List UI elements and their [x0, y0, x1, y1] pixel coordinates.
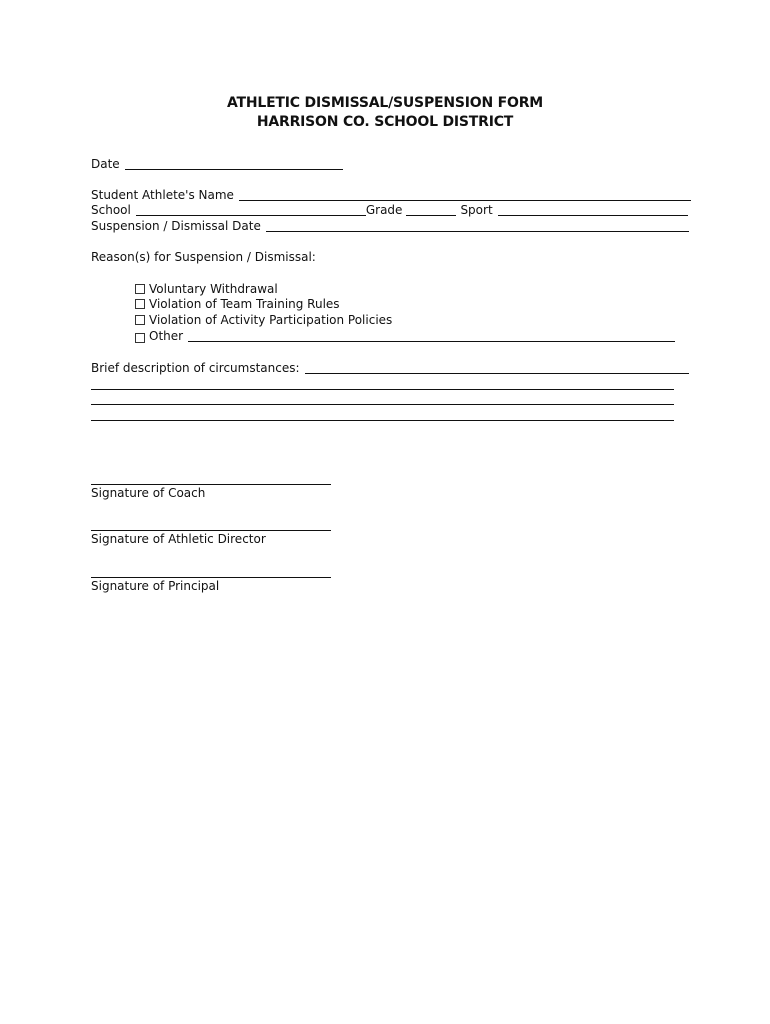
reason-training-rules[interactable]: Violation of Team Training Rules — [135, 297, 340, 311]
suspension-date-field[interactable] — [266, 219, 689, 232]
principal-signature-label: Signature of Principal — [91, 579, 220, 593]
athletic-director-signature-label: Signature of Athletic Director — [91, 532, 266, 546]
suspension-date-row — [91, 219, 689, 233]
grade-label: Grade — [365, 203, 403, 217]
form-title: ATHLETIC DISMISSAL/SUSPENSION FORM — [226, 95, 544, 111]
other-field[interactable] — [188, 329, 675, 342]
description-line-3[interactable] — [91, 419, 674, 421]
reason-participation-policies[interactable]: Violation of Activity Participation Policies — [135, 313, 392, 327]
reason-voluntary-withdrawal[interactable]: Voluntary Withdrawal — [135, 282, 278, 296]
school-label: School — [91, 203, 131, 217]
principal-signature-line[interactable] — [91, 576, 331, 578]
description-row — [91, 361, 689, 375]
district-title: HARRISON CO. SCHOOL DISTRICT — [256, 114, 514, 130]
student-name-label: Student Athlete's Name — [91, 188, 234, 202]
student-name-row — [91, 188, 691, 202]
school-field[interactable] — [136, 203, 366, 216]
date-label: Date — [91, 157, 120, 171]
other-label: Other — [149, 329, 184, 343]
checkbox-icon[interactable] — [135, 299, 145, 309]
description-label: Brief description of circumstances: — [91, 361, 300, 375]
date-row — [91, 157, 343, 171]
athletic-director-signature-line[interactable] — [91, 529, 331, 531]
checkbox-icon[interactable] — [135, 284, 145, 294]
description-line-1[interactable] — [91, 388, 674, 390]
description-field[interactable] — [305, 361, 689, 374]
student-name-field[interactable] — [239, 188, 691, 201]
grade-field[interactable] — [406, 203, 456, 216]
checkbox-icon[interactable] — [135, 333, 145, 343]
sport-field[interactable] — [498, 203, 688, 216]
sport-label: Sport — [460, 203, 493, 217]
reason-other[interactable] — [135, 329, 675, 343]
description-line-2[interactable] — [91, 403, 674, 405]
school-row — [91, 203, 688, 217]
coach-signature-label: Signature of Coach — [91, 486, 206, 500]
coach-signature-line[interactable] — [91, 483, 331, 485]
checkbox-icon[interactable] — [135, 315, 145, 325]
reasons-heading: Reason(s) for Suspension / Dismissal: — [91, 250, 316, 264]
suspension-date-label: Suspension / Dismissal Date — [91, 219, 261, 233]
date-field[interactable] — [125, 157, 343, 170]
